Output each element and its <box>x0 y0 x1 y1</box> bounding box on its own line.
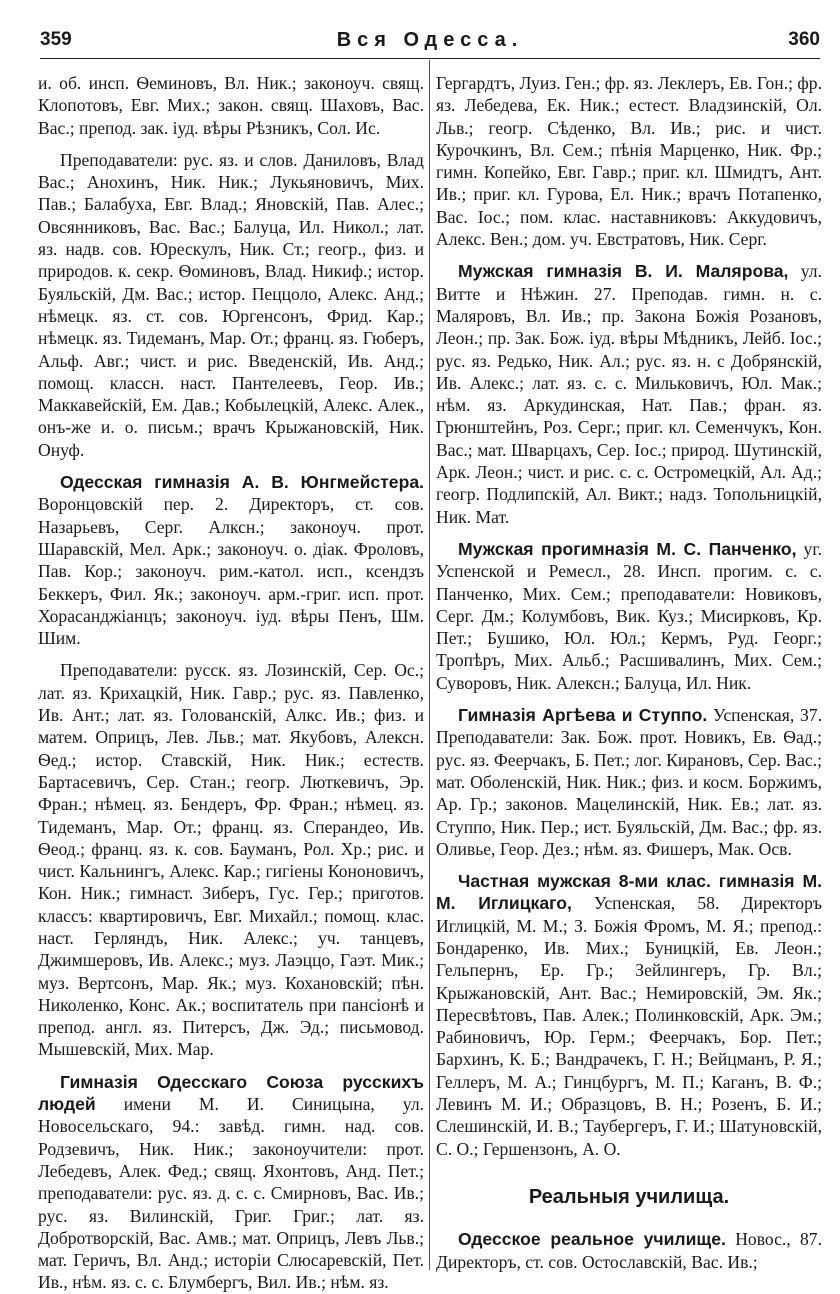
column-divider <box>429 60 430 1270</box>
school-name: Одесское реальное училище. <box>458 1229 726 1250</box>
teachers-paragraph: Преподаватели: рус. яз. и слов. Даниловъ, Влад Вас.; Анохинъ, Ник. Ник.; Лукьяновичъ, Мих. Пав.; Балабуха, Евг. Влад.; Яновскiй, Пав. Алес.; Овсянниковъ, Вас. Вас.; Балуца, Ил. Никол.; лат. яз. надв. сов. Юрескулъ, Ник. Ст.; геогр., физ. и природов. к. секр. Ѳоминовъ, Влад. Никиф.; истор. Буяльскiй, Дм. Вас.; истор. Пеццоло, Алекс. Анд.; нѣмецк. яз. ст. сов. Юргенсонъ, Фрид. Кар.; нѣмецк. яз. Тидеманъ, Мар. От.; франц. яз. Гюберъ, Альф. Авг.; чист. и рис. Введенскiй, Ив. Анд.; помощ. классн. наст. Пантелеевъ, Геор. Ив.; Маккавейскiй, Ем. Дав.; Кобылецкiй, Алекс. Алек., онъ-же и. о. письм.; врачъ Крыжановскiй, Ник. Онуф. <box>38 149 424 460</box>
gymnasium-entry <box>436 260 822 528</box>
gymnasium-entry <box>436 704 822 860</box>
left-column <box>38 72 424 1294</box>
section-heading: Реальныя училища. <box>528 1185 730 1208</box>
gymnasium-name: Одесская гимназiя А. В. Юнгмейстера. <box>60 472 424 493</box>
gymnasium-name: Частная мужская 8-ми клас. гимназiя М. М. Иглицкаго, <box>436 871 822 914</box>
gymnasium-details: имени М. И. Синицына, ул. Новосельскаго, 94.: завѣд. гимн. над. сов. Родзевичъ, Ник. Ник.; законоучители: прот. Лебедевъ, Алек. Фед.; свящ. Яхонтовъ, Анд. Пет.; преподаватели: рус. яз. д. с. с. Смирновъ, Вас. Ив.; рус. яз. Вилинскiй, Григ. Григ.; лат. яз. Добротворскiй, Вас. Амв.; мат. Оприцъ, Левъ Льв.; мат. Геричъ, Вл. Анд.; исторiи Слюсаревскiй, Пет. Ив., нѣм. яз. с. с. Блумбергъ, Вил. Ив.; нѣм. яз. <box>38 1094 424 1293</box>
teachers-paragraph: Преподаватели: русск. яз. Лозинскiй, Сер. Ос.; лат. яз. Крихацкiй, Ник. Гавр.; рус. яз. Павленко, Ив. Ант.; лат. яз. Голованскiй, Алкс. Ив.; физ. и матем. Оприцъ, Лев. Льв.; мат. Якубовъ, Алексн. Ѳед.; истор. Ставскiй, Ник. Ник.; естеств. Бартасевичъ, Сер. Стан.; геогр. Люткевичъ, Эр. Фран.; нѣмец. яз. Бендеръ, Фр. Фран.; нѣмец. яз. Тидеманъ, Мар. От.; франц. яз. Сперандео, Ив. Ѳеод.; франц. яз. к. сов. Бауманъ, Рол. Хр.; рис. и чист. Кальнингъ, Алекс. Кар.; гигiены Кононовичъ, Кон. Ник.; гимнаст. Зиберъ, Гус. Гер.; приготов. классъ: квартировичъ, Евг. Михайл.; помощ. клас. наст. Герляндъ, Ник. Алекс.; уч. танцевъ, Джимшеровъ, Ив. Алекс.; муз. Лаэццо, Гаэт. Мик.; муз. Вертсонъ, Мар. Як.; муз. Кохановскiй; пѣн. Николенко, Конс. Ак.; воспитатель при пансiонѣ и препод. англ. яз. Питерсъ, Дж. Эд.; письмовод. Мышевскiй, Мих. Мар. <box>38 660 424 1060</box>
page-number-left: 359 <box>40 29 72 50</box>
gymnasium-name: Гимназiя Одесскаго Союза русскихъ людей <box>38 1071 424 1115</box>
entry-continuation: Гергардтъ, Луиз. Ген.; фр. яз. Леклеръ, Ев. Гон.; фр. яз. Лебедева, Ек. Ник.; естест. Владзинскiй, Ол. Льв.; геогр. Сѣденко, Вл. Ив.; рис. и чист. Курочкинъ, Вл. Сем.; пѣнiя Марценко, Ник. Фр.; гимн. Копейко, Евг. Гавр.; приг. кл. Шмидтъ, Ант. Ив.; приг. кл. Гурова, Ел. Ник.; врачъ Потапенко, Вас. Iос.; пом. клас. наставниковъ: Аккудовичъ, Алекс. Вен.; дом. уч. Евстратовъ, Ник. Серг. <box>436 73 823 250</box>
gymnasium-details: Воронцовскiй пер. 2. Директоръ, ст. сов. Назарьевъ, Серг. Алксн.; законоуч. прот. Шаравскiй, Мел. Арк.; законоуч. о. дiак. Фроловъ, Пав. Кор.; законоуч. рим.-катол. исп., ксендзъ Беккеръ, Фил. Як.; законоуч. арм.-григ. исп. прот. Хорасанджiанцъ; законоуч. iуд. вѣры Пенъ, Шм. Шим. <box>38 494 424 649</box>
gymnasium-details: уг. Успенской и Ремесл., 28. Инсп. прогим. с. с. Панченко, Мих. Сем.; преподаватели: Новиковъ, Серг. Дм.; Колумбовъ, Вик. Куз.; Мисирковъ, Кр. Пет.; Бушико, Юл. Юл.; Кермъ, Руд. Георг.; Тропѣръ, Мих. Альб.; Расшивалинъ, Мих. Сем.; Суворовъ, Ник. Алексн.; Балуца, Ил. Ник. <box>436 538 822 693</box>
entry-continuation: и. об. инсп. Ѳеминовъ, Вл. Ник.; законоуч. свящ. Клопотовъ, Евг. Мих.; закон. свящ. Шаховъ, Вас. Вас.; препод. зак. iуд. вѣры Рѣзникъ, Сол. Ис. <box>38 73 424 138</box>
right-column <box>436 72 822 1273</box>
gymnasium-name: Мужская прогимназiя М. С. Панченко, <box>458 538 797 559</box>
gymnasium-entry <box>436 870 822 1160</box>
gymnasium-entry <box>38 1071 424 1294</box>
gymnasium-name: Гимназiя Аргѣева и Ступпо. <box>458 705 708 726</box>
school-entry <box>436 1228 822 1273</box>
gymnasium-details: Успенская, 58. Директоръ Иглицкiй, М. М.; З. Божiя Фромъ, М. Я.; препод.: Бондаренко, Ив. Мих.; Буницкiй, Ев. Леон.; Гельпернъ, Ер. Гр.; Зейлингеръ, Гр. Вл.; Крыжановскiй, Ант. Вас.; Немировскiй, Эм. Як.; Пересвѣтовъ, Пав. Алек.; Полинковскiй, Арк. Эм.; Рабиновичъ, Юр. Герм.; Феерчакъ, Бор. Пет.; Бархинъ, К. Б.; Вандрачекъ, Г. Н.; Вейцманъ, Р. Я.; Геллеръ, М. А.; Гинцбургъ, М. П.; Каганъ, В. Ф.; Левинъ М. И.; Образцовъ, В. Н.; Розенъ, Б. И.; Слешинскiй, И. В.; Таубергеръ, Г. И.; Шатуновскiй, С. О.; Гершензонъ, А. О. <box>436 893 822 1159</box>
page-number-right: 360 <box>788 29 820 50</box>
gymnasium-entry <box>436 538 822 694</box>
page-header <box>40 22 820 59</box>
gymnasium-details: ул. Витте и Нѣжин. 27. Преподав. гимн. н. с. Маляровъ, Вл. Ив.; пр. Закона Божiя Розановъ, Леон.; пр. Зак. Бож. iуд. вѣры Мѣдникъ, Лейб. Iос.; рус. яз. Редько, Ник. Ал.; рус. яз. н. с Добрянскiй, Ив. Алекс.; лат. яз. с. с. Мильковичъ, Юл. Мак.; нѣм. яз. Аркудинская, Нат. Пав.; фран. яз. Грюнштейнъ, Роз. Серг.; приг. кл. Семенчукъ, Кон. Вас.; мат. Шварцахъ, Сер. Iос.; природ. Шутинскiй, Арк. Леон.; чист. и рис. с. с. Остромецкiй, Ал. Ад.; геогр. Подлипскiй, Ал. Викт.; надз. Топольницкiй, Ник. Мат. <box>436 261 822 527</box>
running-title: Вся Одесса. <box>336 28 524 51</box>
gymnasium-entry <box>38 471 424 649</box>
school-details: Новос., 87. Директоръ, ст. сов. Остославскiй, Вас. Ив.; <box>436 1229 822 1272</box>
gymnasium-details: Успенская, 37. Преподаватели: Зак. Бож. прот. Новикъ, Ев. Ѳад.; рус. яз. Феерчакъ, Б. Пет.; лог. Кирановъ, Сер. Вас.; мат. Оболенскiй, Ник. Ник.; физ. и косм. Боржимъ, Ар. Гр.; законов. Мацелинскiй, Ник. Ев.; лат. яз. Ступпо, Ник. Пер.; ист. Буяльскiй, Дм. Вас.; фр. яз. Оливье, Геор. Дез.; нѣм. яз. Фишеръ, Мак. Осв. <box>436 705 822 859</box>
gymnasium-name: Мужская гимназiя В. И. Малярова, <box>458 261 789 282</box>
